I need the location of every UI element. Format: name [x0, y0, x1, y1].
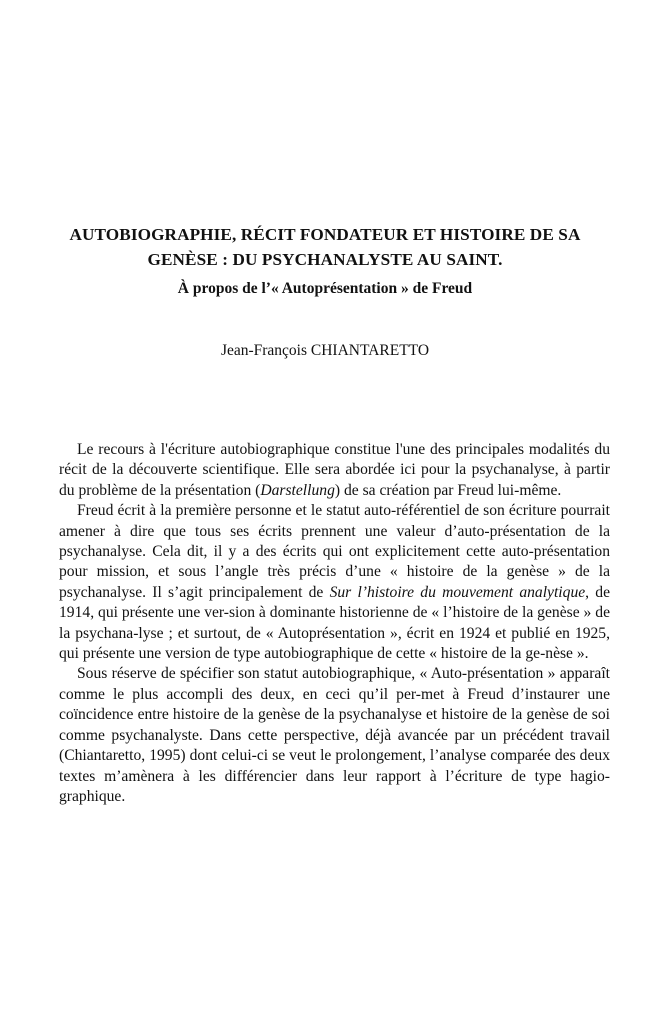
- title-line-2: GENÈSE : DU PSYCHANALYSTE AU SAINT.: [147, 250, 503, 269]
- article-body: [59, 440, 610, 807]
- paragraph-1: Le recours à l'écriture autobiographique constitue l'une des principales modalités du récit de la découverte scientifique. Elle sera abordée ici pour la psychanalyse, à partir du problème de la présentation (Darstellung) de sa création par Freud lui-même.: [59, 441, 610, 499]
- emphasis-book-title: Sur l’histoire du mouvement analytique: [329, 583, 586, 601]
- paragraph-2: Freud écrit à la première personne et le statut auto-référentiel de son écriture pourrait amener à dire que tous ses écrits prennent une valeur d’auto-présentation de la psychanalyse. Cela dit, il y a des écrits qui ont explicitement cette auto-présentation pour mission, et sous l’angle très précis d’une « histoire de la genèse » de la psychanalyse. Il s’agit principalement de Sur l’histoire du mouvement analytique, de 1914, qui présente une ver-sion à dominante historienne de « l’histoire de la genèse » de la psychana-lyse ; et surtout, de « Autoprésentation », écrit en 1924 et publié en 1925, qui présente une version de type autobiographique de cette « histoire de la ge-nèse ».: [59, 502, 611, 663]
- author-name: Jean-François CHIANTARETTO: [220, 342, 430, 359]
- article-subtitle: À propos de l’« Autoprésentation » de Freud: [177, 280, 473, 297]
- emphasis-darstellung: Darstellung: [260, 481, 335, 499]
- article-title: [40, 222, 610, 272]
- paragraph-3: Sous réserve de spécifier son statut autobiographique, « Auto-présentation » apparaît comme le plus accompli des deux, en ceci qu’il per-met à Freud d’instaurer une coïncidence entre histoire de la genèse de la psychanalyse et histoire de la genèse de soi comme psychanalyste. Dans cette perspective, déjà avancée par un précédent travail (Chiantaretto, 1995) dont celui-ci se veut le prolongement, l’analyse comparée des deux textes m’amènera à les différencier dans leur rapport à l’écriture de type hagio-graphique.: [59, 665, 610, 805]
- title-line-1: AUTOBIOGRAPHIE, RÉCIT FONDATEUR ET HISTOIRE DE SA: [69, 225, 581, 244]
